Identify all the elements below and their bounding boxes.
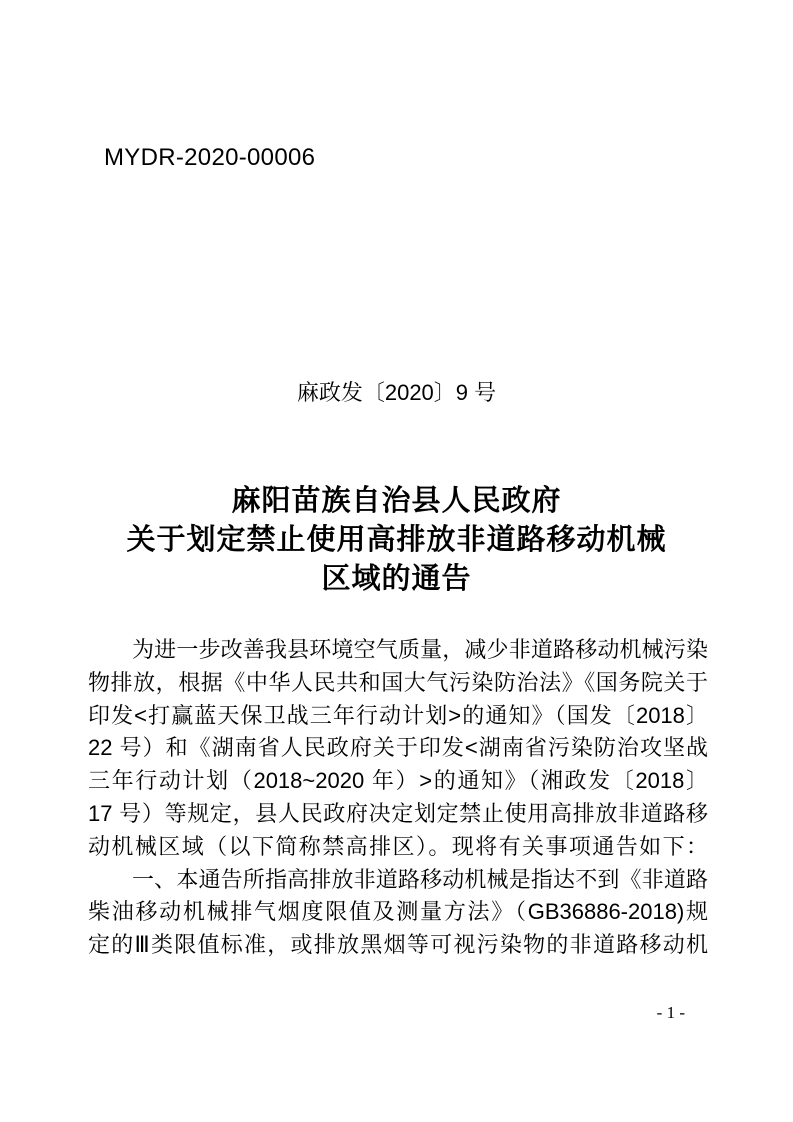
body-line: 柴油移动机械排气烟度限值及测量方法》（GB36886-2018)规 — [88, 899, 708, 925]
doc-code: MYDR-2020-00006 — [104, 144, 316, 171]
body-line: 一、本通告所指高排放非道路移动机械是指达不到《非道路 — [132, 866, 708, 892]
body-line: 17 号）等规定，县人民政府决定划定禁止使用高排放非道路移 — [88, 800, 708, 826]
body-line: 22 号）和《湖南省人民政府关于印发<湖南省污染防治攻坚战 — [88, 735, 708, 761]
page-number: - 1 - — [656, 1003, 685, 1022]
body-line: 印发<打赢蓝天保卫战三年行动计划>的通知》（国发〔2018〕 — [88, 702, 708, 728]
title-line-3: 区域的通告 — [321, 563, 472, 595]
body-line: 为进一步改善我县环境空气质量，减少非道路移动机械污染 — [132, 637, 708, 662]
body-line: 物排放，根据《中华人民共和国大气污染防治法》《国务院关于 — [88, 669, 708, 695]
document-title — [0, 482, 793, 599]
title-line-1: 麻阳苗族自治县人民政府 — [231, 485, 562, 517]
title-line-2: 关于划定禁止使用高排放非道路移动机械 — [126, 524, 667, 556]
body-line: 三年行动计划（2018~2020 年）>的通知》（湘政发〔2018〕 — [88, 768, 708, 794]
document-body — [88, 634, 708, 962]
doc-number: 麻政发〔2020〕9 号 — [296, 380, 497, 405]
body-line: 动机械区域（以下简称禁高排区）。现将有关事项通告如下： — [88, 833, 708, 859]
body-line: 定的Ⅲ类限值标准，或排放黑烟等可视污染物的非道路移动机 — [88, 932, 708, 958]
